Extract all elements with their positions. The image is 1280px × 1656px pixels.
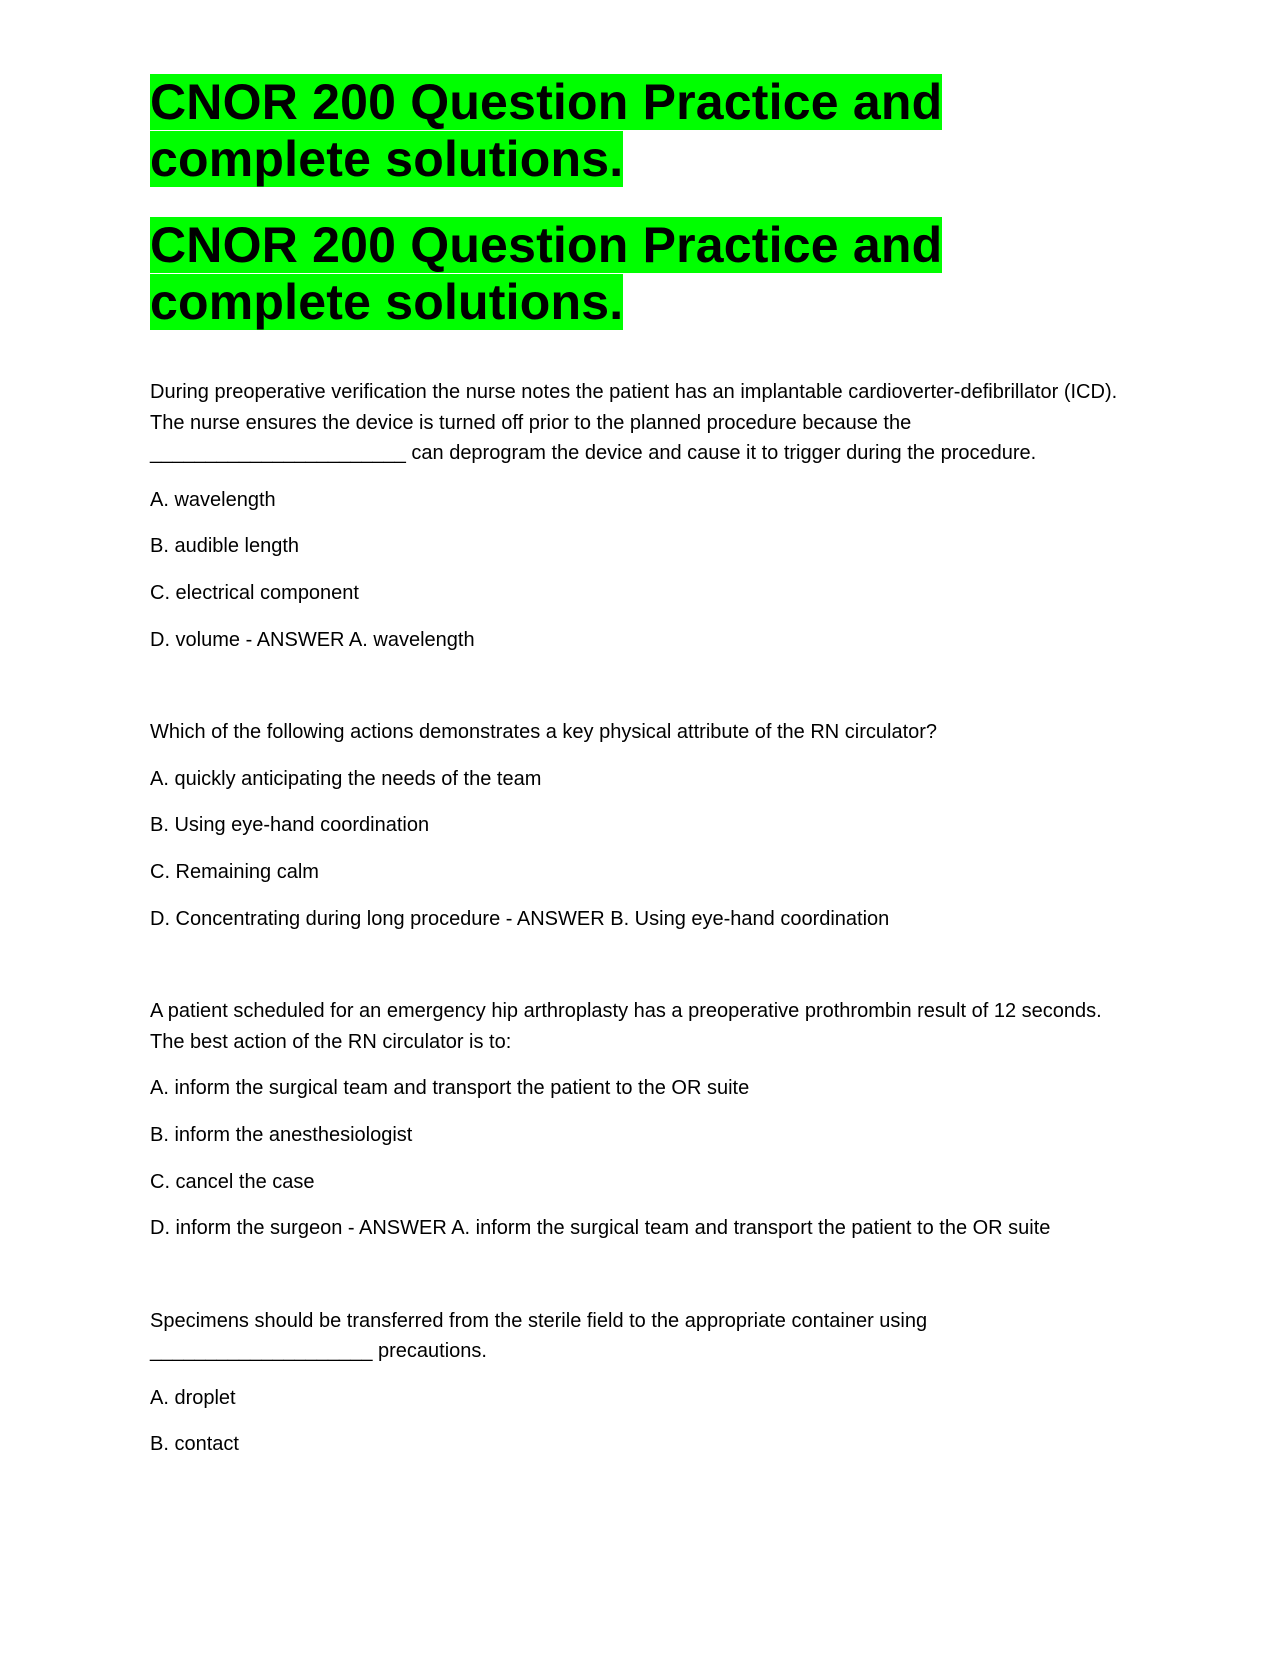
question-prompt: Specimens should be transferred from the sterile field to the appropriate container using ____________________ precautions. bbox=[150, 1309, 928, 1363]
document-body bbox=[150, 377, 1140, 1476]
answer-option: B. inform the anesthesiologist bbox=[150, 1123, 413, 1146]
answer-option: A. inform the surgical team and transport the patient to the OR suite bbox=[150, 1077, 750, 1100]
question-prompt: A patient scheduled for an emergency hip arthroplasty has a preoperative prothrombin result of 12 seconds. The best action of the RN circulator is to: bbox=[150, 1000, 1102, 1053]
document-header bbox=[150, 74, 1140, 331]
answer-option: B. contact bbox=[150, 1433, 239, 1456]
spacer bbox=[150, 950, 1140, 996]
title-block-2 bbox=[150, 217, 970, 331]
answer-option: A. wavelength bbox=[150, 488, 276, 511]
document-title-highlighted: CNOR 200 Question Practice and complete solutions. bbox=[150, 74, 943, 187]
answer-option: C. electrical component bbox=[150, 581, 359, 604]
question-block bbox=[150, 717, 1140, 934]
answer-option-with-answer: D. inform the surgeon - ANSWER A. inform the surgical team and transport the patient to the OR suite bbox=[150, 1217, 1051, 1240]
answer-option: C. Remaining calm bbox=[150, 860, 319, 883]
answer-option-with-answer: D. Concentrating during long procedure - ANSWER B. Using eye-hand coordination bbox=[150, 907, 890, 930]
spacer bbox=[150, 671, 1140, 717]
question-block bbox=[150, 996, 1140, 1244]
question-prompt: Which of the following actions demonstrates a key physical attribute of the RN circulator? bbox=[150, 721, 938, 744]
answer-option-with-answer: D. volume - ANSWER A. wavelength bbox=[150, 628, 475, 651]
answer-option: B. Using eye-hand coordination bbox=[150, 814, 430, 837]
question-prompt: During preoperative verification the nurse notes the patient has an implantable cardioverter-defibrillator (ICD). The nurse ensures the device is turned off prior to the planned procedure because the _______________________ can deprogram the device and cause it to trigger during the procedure. bbox=[150, 381, 1118, 465]
answer-option: B. audible length bbox=[150, 535, 300, 558]
answer-option: A. quickly anticipating the needs of the team bbox=[150, 767, 542, 790]
spacer bbox=[150, 1260, 1140, 1306]
answer-option: A. droplet bbox=[150, 1386, 236, 1409]
document-title-highlighted-repeat: CNOR 200 Question Practice and complete solutions. bbox=[150, 217, 943, 330]
answer-option: C. cancel the case bbox=[150, 1170, 315, 1193]
title-block-1 bbox=[150, 74, 970, 188]
question-block bbox=[150, 1306, 1140, 1460]
question-block bbox=[150, 377, 1140, 655]
